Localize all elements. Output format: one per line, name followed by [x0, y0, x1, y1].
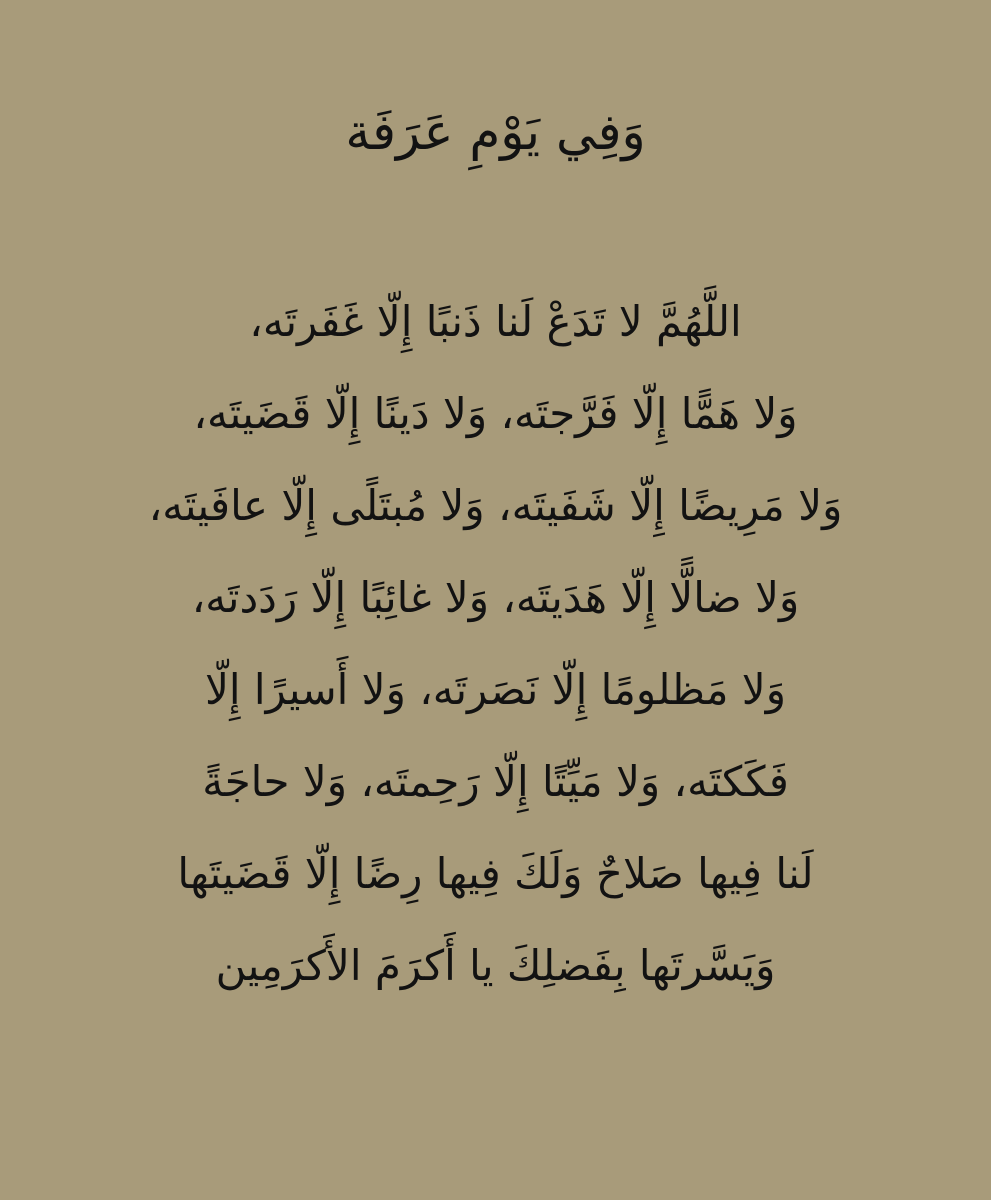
dua-line: اللَّهُمَّ لا تَدَعْ لَنا ذَنبًا إِلّا غَفَرتَه، [249, 297, 742, 346]
dua-text [0, 276, 991, 1012]
dua-line: لَنا فِيها صَلاحٌ وَلَكَ فِيها رِضًا إِلّا قَضَيتَها [177, 849, 814, 898]
dua-line: وَيَسَّرتَها بِفَضلِكَ يا أَكرَمَ الأَكرَمِين [215, 941, 776, 990]
dua-line: وَلا مَرِيضًا إِلّا شَفَيتَه، وَلا مُبتَلًى إِلّا عافَيتَه، [148, 481, 843, 530]
dua-line: وَلا ضالًّا إِلّا هَدَيتَه، وَلا غائِبًا إِلّا رَدَدتَه، [191, 573, 800, 622]
dua-line: وَلا هَمًّا إِلّا فَرَّجتَه، وَلا دَينًا إِلّا قَضَيتَه، [193, 389, 798, 438]
dua-line: وَلا مَظلومًا إِلّا نَصَرتَه، وَلا أَسيرًا إِلّا [204, 665, 787, 714]
page-title: وَفِي يَوْمِ عَرَفَة [345, 103, 646, 161]
dua-line: فَكَكتَه، وَلا مَيِّتًا إِلّا رَحِمتَه، وَلا حاجَةً [202, 757, 789, 806]
